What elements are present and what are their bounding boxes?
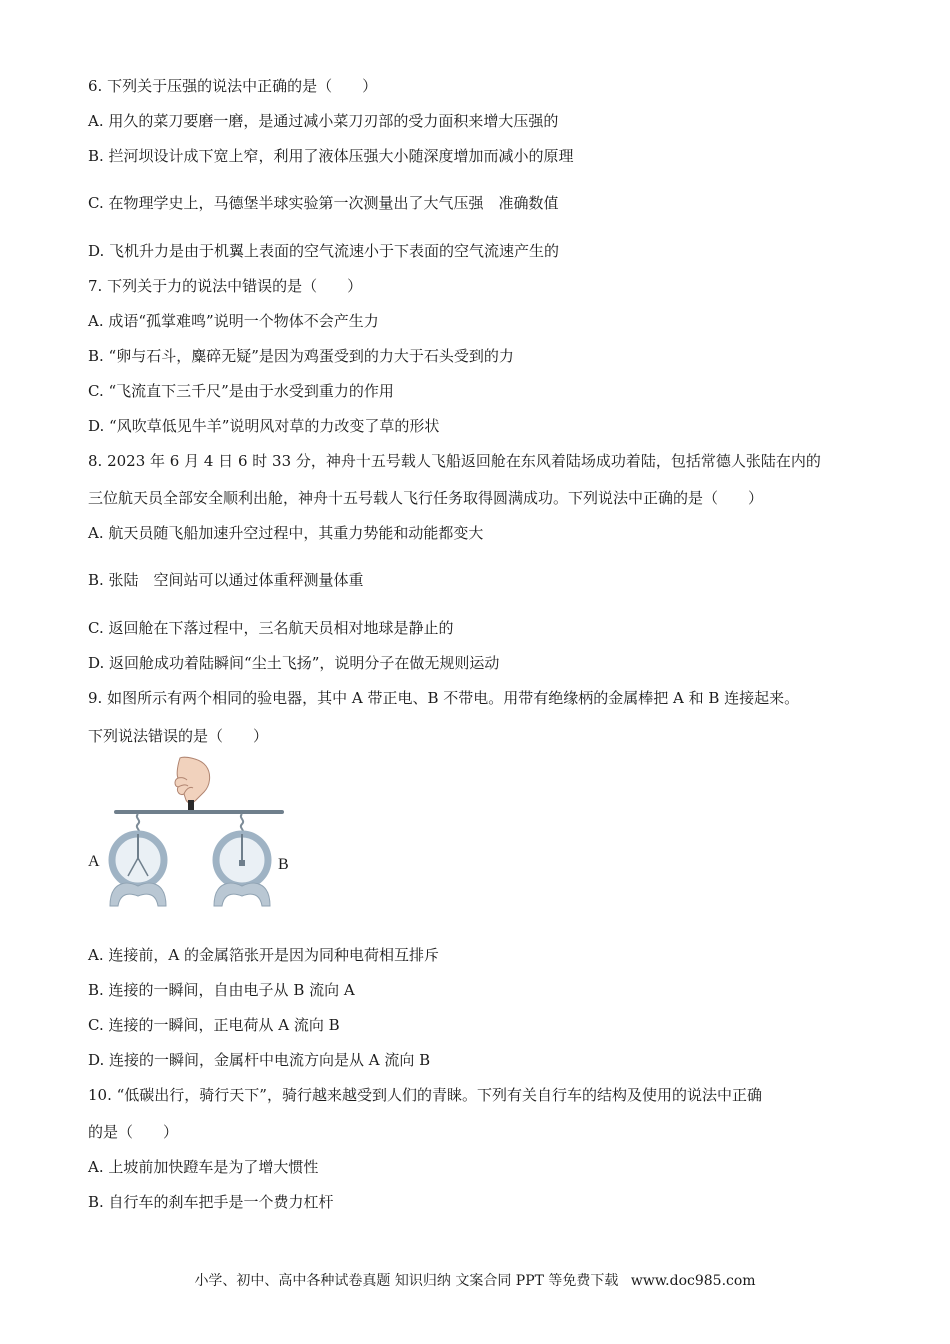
q6-option-c: C. 在物理学史上，马德堡半球实验第一次测量出了大气压强 准确数值: [88, 194, 559, 212]
q9-stem-line1: 9. 如图所示有两个相同的验电器，其中 A 带正电、B 不带电。用带有绝缘柄的金属棒把 A 和 B 连接起来。: [88, 689, 800, 707]
q10-stem-line1: 10. “低碳出行，骑行天下”，骑行越来越受到人们的青睐。下列有关自行车的结构及使用的说法中正确: [88, 1086, 762, 1104]
label-a: A: [88, 853, 100, 870]
footer-website-link[interactable]: www.doc985.com: [630, 1273, 756, 1289]
q9-option-a: A. 连接前，A 的金属箔张开是因为同种电荷相互排斥: [88, 946, 439, 964]
q9-option-d: D. 连接的一瞬间，金属杆中电流方向是从 A 流向 B: [88, 1051, 431, 1069]
q6-option-b: B. 拦河坝设计成下宽上窄，利用了液体压强大小随深度增加而减小的原理: [88, 147, 574, 165]
hand-icon: [175, 757, 210, 803]
q10-option-a: A. 上坡前加快蹬车是为了增大惯性: [88, 1158, 319, 1176]
q8-stem-line2: 三位航天员全部安全顺利出舱，神舟十五号载人飞行任务取得圆满成功。下列说法中正确的是（ ）: [88, 489, 764, 507]
q6-stem: 6. 下列关于压强的说法中正确的是（ ）: [88, 77, 378, 95]
q7-option-b: B. “卵与石斗，麋碎无疑”是因为鸡蛋受到的力大于石头受到的力: [88, 347, 514, 365]
metal-rod: [114, 810, 284, 814]
q6-option-d: D. 飞机升力是由于机翼上表面的空气流速小于下表面的空气流速产生的: [88, 242, 560, 260]
q9-option-c: C. 连接的一瞬间，正电荷从 A 流向 B: [88, 1016, 340, 1034]
electroscope-b-icon: [214, 814, 270, 906]
footer-promo-text: 小学、初中、高中各种试卷真题 知识归纳 文案合同 PPT 等免费下载: [194, 1273, 619, 1289]
q7-stem: 7. 下列关于力的说法中错误的是（ ）: [88, 277, 363, 295]
label-b: B: [278, 856, 289, 873]
page-footer: [0, 1270, 950, 1290]
q6-option-a: A. 用久的菜刀要磨一磨，是通过减小菜刀刃部的受力面积来增大压强的: [88, 112, 559, 130]
q8-option-d: D. 返回舱成功着陆瞬间“尘土飞扬”，说明分子在做无规则运动: [88, 654, 500, 672]
electroscope-a-icon: [110, 814, 166, 906]
q8-option-a: A. 航天员随飞船加速升空过程中，其重力势能和动能都变大: [88, 524, 484, 542]
q7-option-c: C. “飞流直下三千尺”是由于水受到重力的作用: [88, 382, 394, 400]
q7-option-a: A. 成语“孤掌难鸣”说明一个物体不会产生力: [88, 312, 379, 330]
q10-option-b: B. 自行车的刹车把手是一个费力杠杆: [88, 1193, 334, 1211]
electroscope-figure: [88, 756, 293, 911]
q9-stem-line2: 下列说法错误的是（ ）: [88, 727, 269, 745]
q7-option-d: D. “风吹草低见牛羊”说明风对草的力改变了草的形状: [88, 417, 440, 435]
q10-stem-line2: 的是（ ）: [88, 1123, 179, 1141]
q9-option-b: B. 连接的一瞬间，自由电子从 B 流向 A: [88, 981, 355, 999]
q8-stem-line1: 8. 2023 年 6 月 4 日 6 时 33 分，神舟十五号载人飞船返回舱在东风着陆场成功着陆，包括常德人张陆在内的: [88, 452, 821, 470]
q8-option-c: C. 返回舱在下落过程中，三名航天员相对地球是静止的: [88, 619, 454, 637]
q8-option-b: B. 张陆 空间站可以通过体重秤测量体重: [88, 571, 364, 589]
